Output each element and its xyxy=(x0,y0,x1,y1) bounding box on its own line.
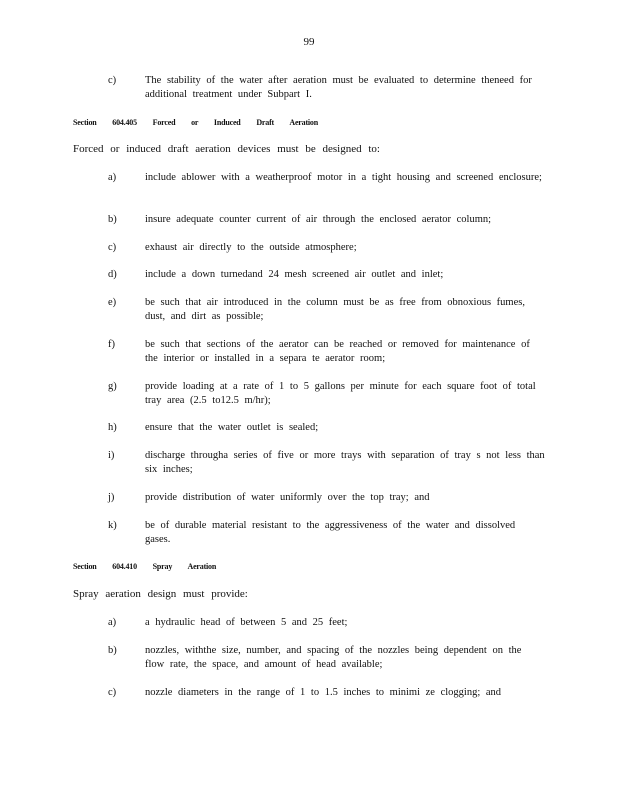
section-lead-spray-aeration: Spray aeration design must provide: xyxy=(73,588,248,600)
item-text: provide loading at a rate of 1 to 5 gallons per minute for each square foot of total tray area (2.5 to12.5 m/hr); xyxy=(145,381,536,406)
item-letter: h) xyxy=(108,422,117,433)
page-number: 99 xyxy=(303,36,315,48)
item-text: discharge througha series of five or more trays with separation of tray s not less than six inches; xyxy=(145,450,545,475)
item-text: ensure that the water outlet is sealed; xyxy=(145,422,319,433)
item-letter: i) xyxy=(108,450,115,461)
item-text: The stability of the water after aeration must be evaluated to determine theneed for additional treatment under Subpart I. xyxy=(145,75,532,100)
item-letter: k) xyxy=(108,520,117,531)
item-letter: a) xyxy=(108,617,117,628)
item-letter: g) xyxy=(108,381,117,392)
item-letter: f) xyxy=(108,339,115,350)
item-text: be of durable material resistant to the aggressiveness of the water and dissolved gases. xyxy=(145,520,516,545)
section-lead-forced-draft: Forced or induced draft aeration devices must be designed to: xyxy=(73,143,380,155)
section-heading-forced-draft: Section 604.405 Forced or Induced Draft Aeration xyxy=(73,118,318,127)
item-letter: e) xyxy=(108,297,117,308)
item-letter: c) xyxy=(108,75,117,86)
item-text: a hydraulic head of between 5 and 25 feet; xyxy=(145,617,348,628)
item-letter: d) xyxy=(108,269,117,280)
item-text: be such that air introduced in the column must be as free from obnoxious fumes, dust, and dirt as possible; xyxy=(145,297,525,322)
item-letter: c) xyxy=(108,242,117,253)
item-text: exhaust air directly to the outside atmosphere; xyxy=(145,242,357,253)
item-text: be such that sections of the aerator can be reached or removed for maintenance of the interior or installed in a separa te aerator room; xyxy=(145,339,530,364)
item-letter: c) xyxy=(108,687,117,698)
item-text: provide distribution of water uniformly over the top tray; and xyxy=(145,492,430,503)
item-letter: j) xyxy=(108,492,115,503)
item-letter: b) xyxy=(108,214,117,225)
item-letter: b) xyxy=(108,645,117,656)
item-text: include ablower with a weatherproof motor in a tight housing and screened enclosure; xyxy=(145,172,542,183)
item-text: nozzle diameters in the range of 1 to 1.5 inches to minimi ze clogging; and xyxy=(145,687,502,698)
item-text: insure adequate counter current of air through the enclosed aerator column; xyxy=(145,214,492,225)
item-letter: a) xyxy=(108,172,117,183)
item-text: include a down turnedand 24 mesh screened air outlet and inlet; xyxy=(145,269,444,280)
item-text: nozzles, withthe size, number, and spacing of the nozzles being dependent on the flow rate, the space, and amount of head available; xyxy=(145,645,522,670)
section-heading-spray-aeration: Section 604.410 Spray Aeration xyxy=(73,562,217,571)
